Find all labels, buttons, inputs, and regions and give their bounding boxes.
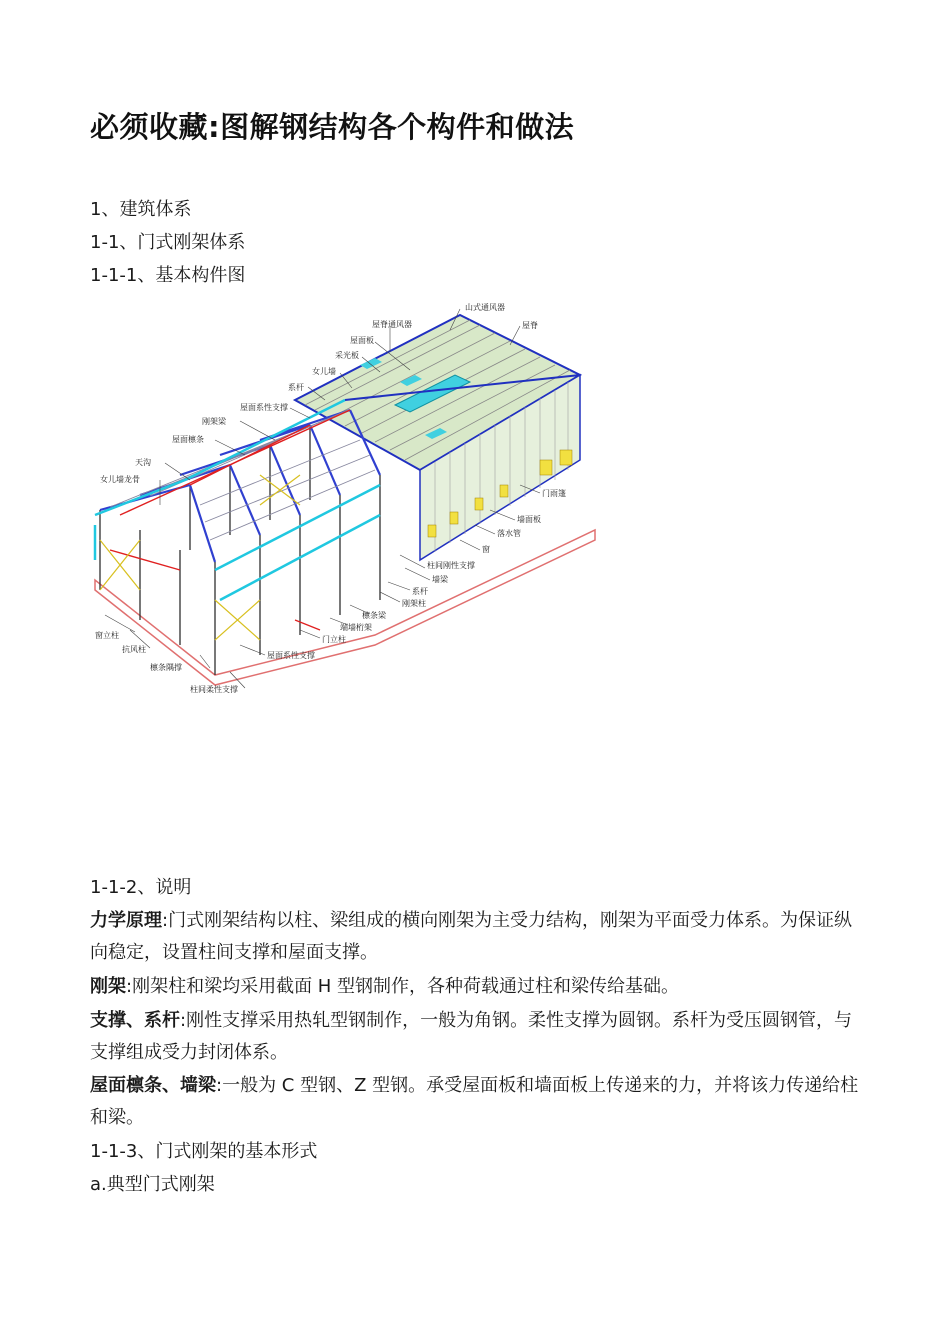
- label-roof-flex-brace: 屋面系性支撑: [267, 651, 315, 660]
- label-rigid-beam: 刚架梁: [202, 417, 226, 426]
- label-roof-purlin: 屋面檩条: [172, 435, 204, 444]
- heading-portal-frame-system: 1-1、门式刚架体系: [90, 232, 246, 253]
- label-tie-rod: 系杆: [288, 383, 304, 392]
- label-window: 窗: [482, 545, 490, 554]
- label-col-rigid-brace: 柱间刚性支撑: [427, 561, 475, 570]
- heading-typical-frame: a.典型门式刚架: [90, 1174, 215, 1195]
- label-end-truss: 端墙桁架: [340, 623, 372, 632]
- label-parapet: 女儿墙: [312, 367, 336, 376]
- paragraph-mechanics: [90, 905, 865, 969]
- label-tie-rod-2: 系杆: [412, 587, 428, 596]
- label-skylight: 采光板: [335, 351, 359, 360]
- label-ridge-vent: 山式通风器: [465, 303, 505, 312]
- label-corner-column: 窗立柱: [95, 631, 119, 640]
- label-door-canopy: 门雨篷: [542, 489, 566, 498]
- label-wind-column: 抗风柱: [122, 645, 146, 654]
- term-rigid-frame: 刚架: [90, 976, 126, 997]
- label-eave-vent: 屋脊通风器: [372, 320, 412, 329]
- heading-description: 1-1-2、说明: [90, 877, 192, 898]
- label-ridge-cap: 屋脊: [522, 321, 538, 330]
- label-roof-brace: 屋面系性支撑: [240, 403, 288, 412]
- heading-basic-forms: 1-1-3、门式刚架的基本形式: [90, 1141, 318, 1162]
- label-rigid-column: 刚架柱: [402, 599, 426, 608]
- text-bracing: :刚性支撑采用热轧型钢制作，一般为角钢。柔性支撑为圆钢。系杆为受压圆钢管，与支撑组成受力封闭体系。: [90, 1010, 853, 1063]
- label-gutter: 天沟: [135, 458, 151, 467]
- label-door-column: 门立柱: [322, 635, 346, 644]
- label-wall-panel: 墙面板: [517, 515, 541, 524]
- heading-basic-components: 1-1-1、基本构件图: [90, 265, 246, 286]
- text-purlin: :一般为 C 型钢、Z 型钢。承受屋面板和墙面板上传递来的力，并将该力传递给柱和梁。: [90, 1075, 859, 1128]
- text-rigid-frame: :刚架柱和梁均采用截面 H 型钢制作，各种荷载通过柱和梁传给基础。: [126, 976, 680, 997]
- paragraph-bracing: [90, 1005, 865, 1069]
- structure-drawing: [90, 300, 600, 700]
- page-title: 必须收藏:图解钢结构各个构件和做法: [90, 110, 575, 144]
- term-bracing: 支撑、系杆: [90, 1010, 180, 1031]
- paragraph-purlin: [90, 1070, 865, 1134]
- label-purlin-brace: 檩条隅撑: [150, 663, 182, 672]
- steel-structure-diagram: [90, 300, 600, 700]
- text-mechanics: :门式刚架结构以柱、梁组成的横向刚架为主受力结构，刚架为平面受力体系。为保证纵向稳定，设置柱间支撑和屋面支撑。: [90, 910, 853, 963]
- label-roof-panel: 屋面板: [350, 336, 374, 345]
- label-purlin-beam: 檩条梁: [362, 611, 386, 620]
- label-parapet-frame: 女儿墙龙骨: [100, 475, 140, 484]
- label-wall-beam: 墙梁: [432, 575, 448, 584]
- term-purlin: 屋面檩条、墙梁: [90, 1075, 216, 1096]
- heading-building-system: 1、建筑体系: [90, 199, 192, 220]
- label-col-flex-brace: 柱间柔性支撑: [190, 685, 238, 694]
- paragraph-rigid-frame: [90, 971, 865, 1003]
- term-mechanics: 力学原理: [90, 910, 162, 931]
- label-downpipe: 落水管: [497, 529, 521, 538]
